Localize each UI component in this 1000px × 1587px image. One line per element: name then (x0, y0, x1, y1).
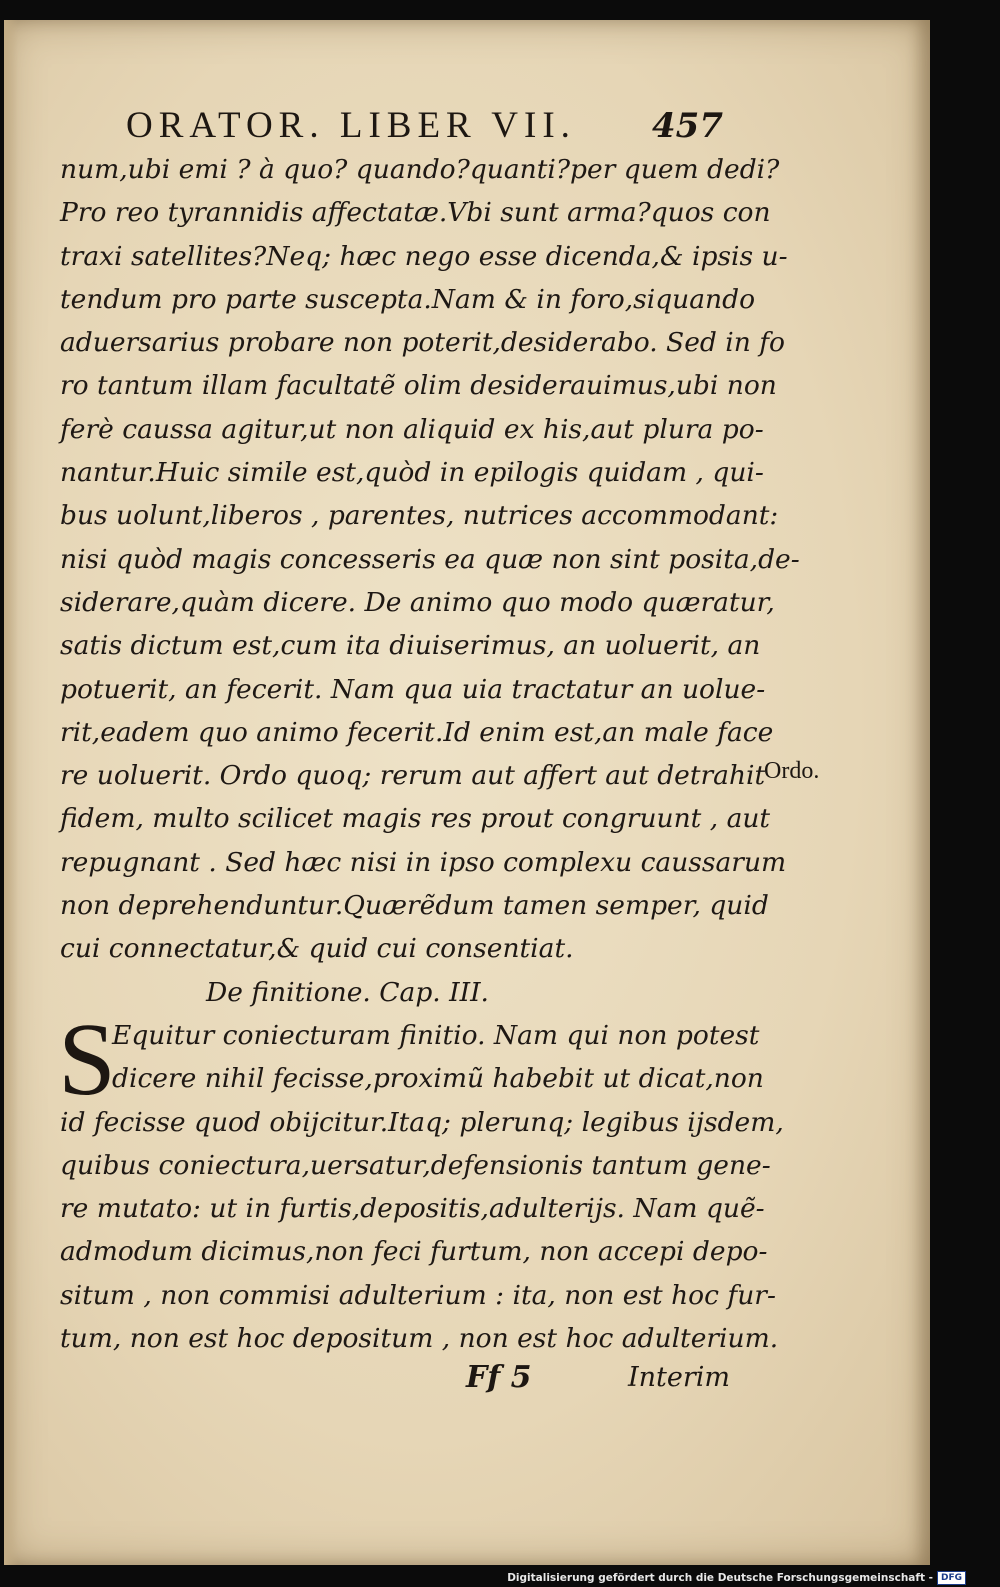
text-line: num,ubi emi ? à quo? quando?quanti?per quem dedi? (60, 154, 780, 185)
text-line: ferè caussa agitur,ut non aliquid ex his,aut plura po- (60, 413, 764, 445)
margin-note: Ordo. (764, 758, 820, 784)
text-line: fidem, multo scilicet magis res prout congruunt , aut (60, 803, 771, 835)
text-line: satis dictum est,cum ita diuiserimus, an uoluerit, an (60, 630, 761, 662)
text-line: potuerit, an fecerit. Nam qua uia tractatur an uolue- (60, 673, 766, 705)
text-line: quibus coniectura,uersatur,defensionis tantum gene- (60, 1149, 771, 1181)
text-line: admodum dicimus,non feci furtum, non accepi depo- (60, 1236, 768, 1268)
text-line: aduersarius probare non poterit,desiderabo. Sed in fo (60, 327, 785, 359)
chapter-opening (58, 1001, 764, 1117)
text-line: tendum pro parte suscepta.Nam & in foro,siquando (60, 283, 756, 315)
dfg-logo: DFG (937, 1571, 966, 1585)
signature-mark: Ff 5 (466, 1360, 532, 1395)
text-line: cui connectatur,& quid cui consentiat. (60, 933, 574, 965)
text-line: repugnant . Sed hæc nisi in ipso complexu caussarum (60, 846, 787, 878)
text-line: nisi quòd magis concesseris ea quæ non sint posita,de- (60, 543, 800, 575)
text-line: tum, non est hoc depositum , non est hoc adulterium. (60, 1323, 779, 1355)
drop-cap: S (58, 1001, 116, 1117)
digitization-credit (507, 1571, 966, 1585)
text-line: situm , non commisi adulterium : ita, non est hoc fur- (60, 1279, 776, 1311)
text-line: Pro reo tyrannidis affectatæ.Vbi sunt arma?quos con (60, 197, 771, 229)
book-page (4, 20, 930, 1565)
text-line: Equitur coniecturam finitio. Nam qui non potest (112, 1019, 760, 1051)
text-line: re mutato: ut in furtis,depositis,adulterijs. Nam quẽ- (60, 1193, 765, 1225)
text-line: id fecisse quod obijcitur.Itaq; plerunq; legibus ijsdem, (60, 1106, 784, 1138)
running-head: ORATOR. LIBER VII. (126, 105, 576, 146)
page-number: 457 (652, 106, 723, 146)
text-line: dicere nihil fecisse,proximũ habebit ut dicat,non (112, 1063, 764, 1095)
text-line: traxi satellites?Neq; hæc nego esse dicenda,& ipsis u- (60, 240, 788, 272)
credit-text: Digitalisierung gefördert durch die Deutsche Forschungsgemeinschaft - (507, 1572, 933, 1584)
catchword: Interim (628, 1362, 731, 1393)
text-block (58, 148, 800, 1360)
text-line: nantur.Huic simile est,quòd in epilogis quidam , qui- (60, 457, 764, 489)
text-line: ro tantum illam facultatẽ olim desiderauimus,ubi non (60, 370, 777, 402)
text-line: re uoluerit. Ordo quoq; rerum aut affert aut detrahit (60, 760, 766, 792)
text-line: rit,eadem quo animo fecerit.Id enim est,an male face (60, 716, 774, 748)
page-gutter-shadow (4, 20, 18, 1565)
text-line: non deprehenduntur.Quærẽdum tamen semper, quid (60, 890, 769, 922)
chapter-heading: De finitione. Cap. III. (206, 976, 489, 1008)
text-line: bus uolunt,liberos , parentes, nutrices accommodant: (60, 500, 779, 532)
text-line: siderare,quàm dicere. De animo quo modo quæratur, (60, 586, 775, 618)
